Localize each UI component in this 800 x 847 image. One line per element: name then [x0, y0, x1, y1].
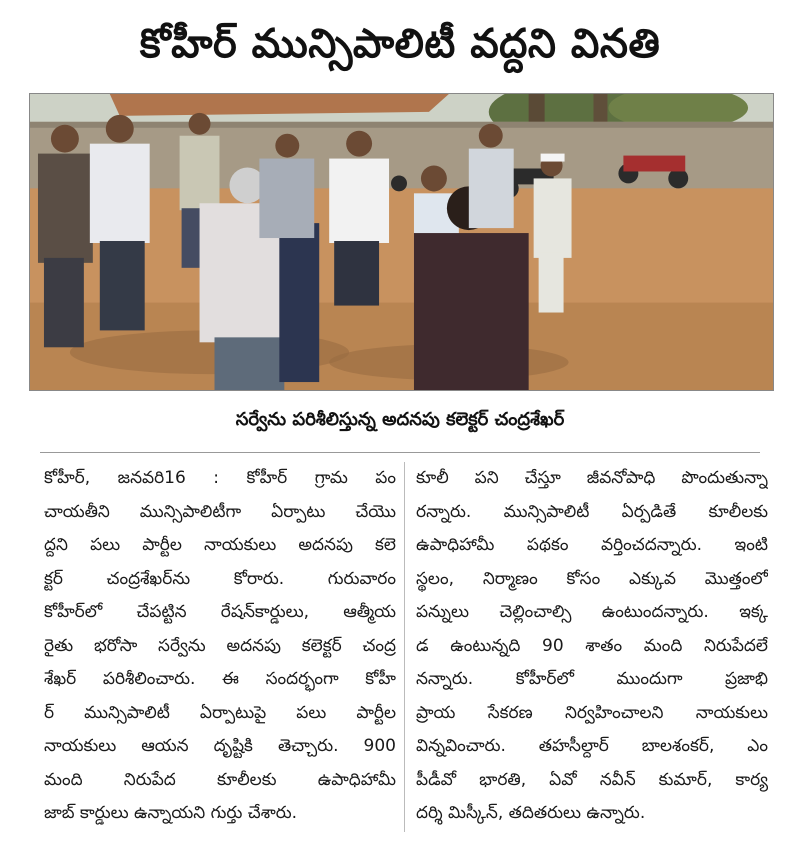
article-line: రన్నారు. మున్సిపాలిటీ ఏర్పడితే కూలీలకు [416, 501, 768, 522]
article-line: కూలీ పని చేస్తూ జీవనోపాధి పొందుతున్నా [416, 468, 768, 488]
caption-divider [40, 452, 760, 453]
article-line: నాయకులు ఆయన దృష్టికి తెచ్చారు. 900 [44, 736, 396, 756]
article-line: పీడీవో భారతి, ఏవో నవీన్ కుమార్, కార్య [416, 769, 768, 790]
article-column-right [416, 462, 768, 831]
article-line: విన్నవించారు. తహసీల్దార్ బాలశంకర్, ఎం [416, 736, 768, 756]
article-column-left [44, 462, 396, 831]
article-line: జాబ్ కార్డులు ఉన్నాయని గుర్తు చేశారు. [44, 803, 298, 823]
article-headline: కోహీర్ మున్సిపాలిటీ వద్దని వినతి [139, 21, 661, 67]
article-line: ద్దని పలు పార్టీల నాయకులు అదనపు కలె [44, 535, 396, 555]
article-line: పన్నులు చెల్లించాల్సి ఉంటుందన్నారు. ఇక్క [416, 602, 768, 622]
article-line: ప్రాయ సేకరణ నిర్వహించాలని నాయకులు [416, 702, 768, 723]
article-line: డ ఉంటున్నది 90 శాతం మంది నిరుపేదలే [416, 635, 768, 656]
article-line: క్టర్ చంద్రశేఖర్‌ను కోరారు. గురువారం [44, 568, 396, 589]
article-line: కోహీర్, జనవరి16 : కోహీర్ గ్రామ పం [44, 468, 396, 488]
article-line: చాయతీని మున్సిపాలిటీగా ఏర్పాటు చేయొ [44, 501, 396, 522]
article-line: స్థలం, నిర్మాణం కోసం ఎక్కువ మొత్తంలో [416, 568, 768, 589]
article-line: మంది నిరుపేద కూలీలకు ఉపాధిహామీ [44, 769, 396, 790]
news-photo [29, 93, 774, 391]
photo-caption: సర్వేను పరిశీలిస్తున్న అదనపు కలెక్టర్ చంద్రశేఖర్ [235, 409, 565, 430]
news-photo-icon [30, 94, 773, 390]
column-divider [404, 462, 405, 832]
article-line: శేఖర్ పరిశీలించారు. ఈ సందర్భంగా కోహీ [44, 669, 396, 689]
article-line: ర్ మున్సిపాలిటీ ఏర్పాటుపై పలు పార్టీల [44, 702, 396, 723]
article-line: దర్శి మిస్కీన్, తదితరులు ఉన్నారు. [416, 803, 646, 823]
article-line: ఉపాధిహామీ పథకం వర్తించదన్నారు. ఇంటి [416, 535, 768, 555]
article-line: రైతు భరోసా సర్వేను అదనపు కలెక్టర్ చంద్ర [44, 635, 396, 656]
article-line: కోహీర్‌లో చేపట్టిన రేషన్‌కార్డులు, ఆత్మీయ [44, 602, 396, 622]
article-line: నన్నారు. కోహీర్‌లో ముందుగా ప్రజాభి [416, 669, 768, 689]
